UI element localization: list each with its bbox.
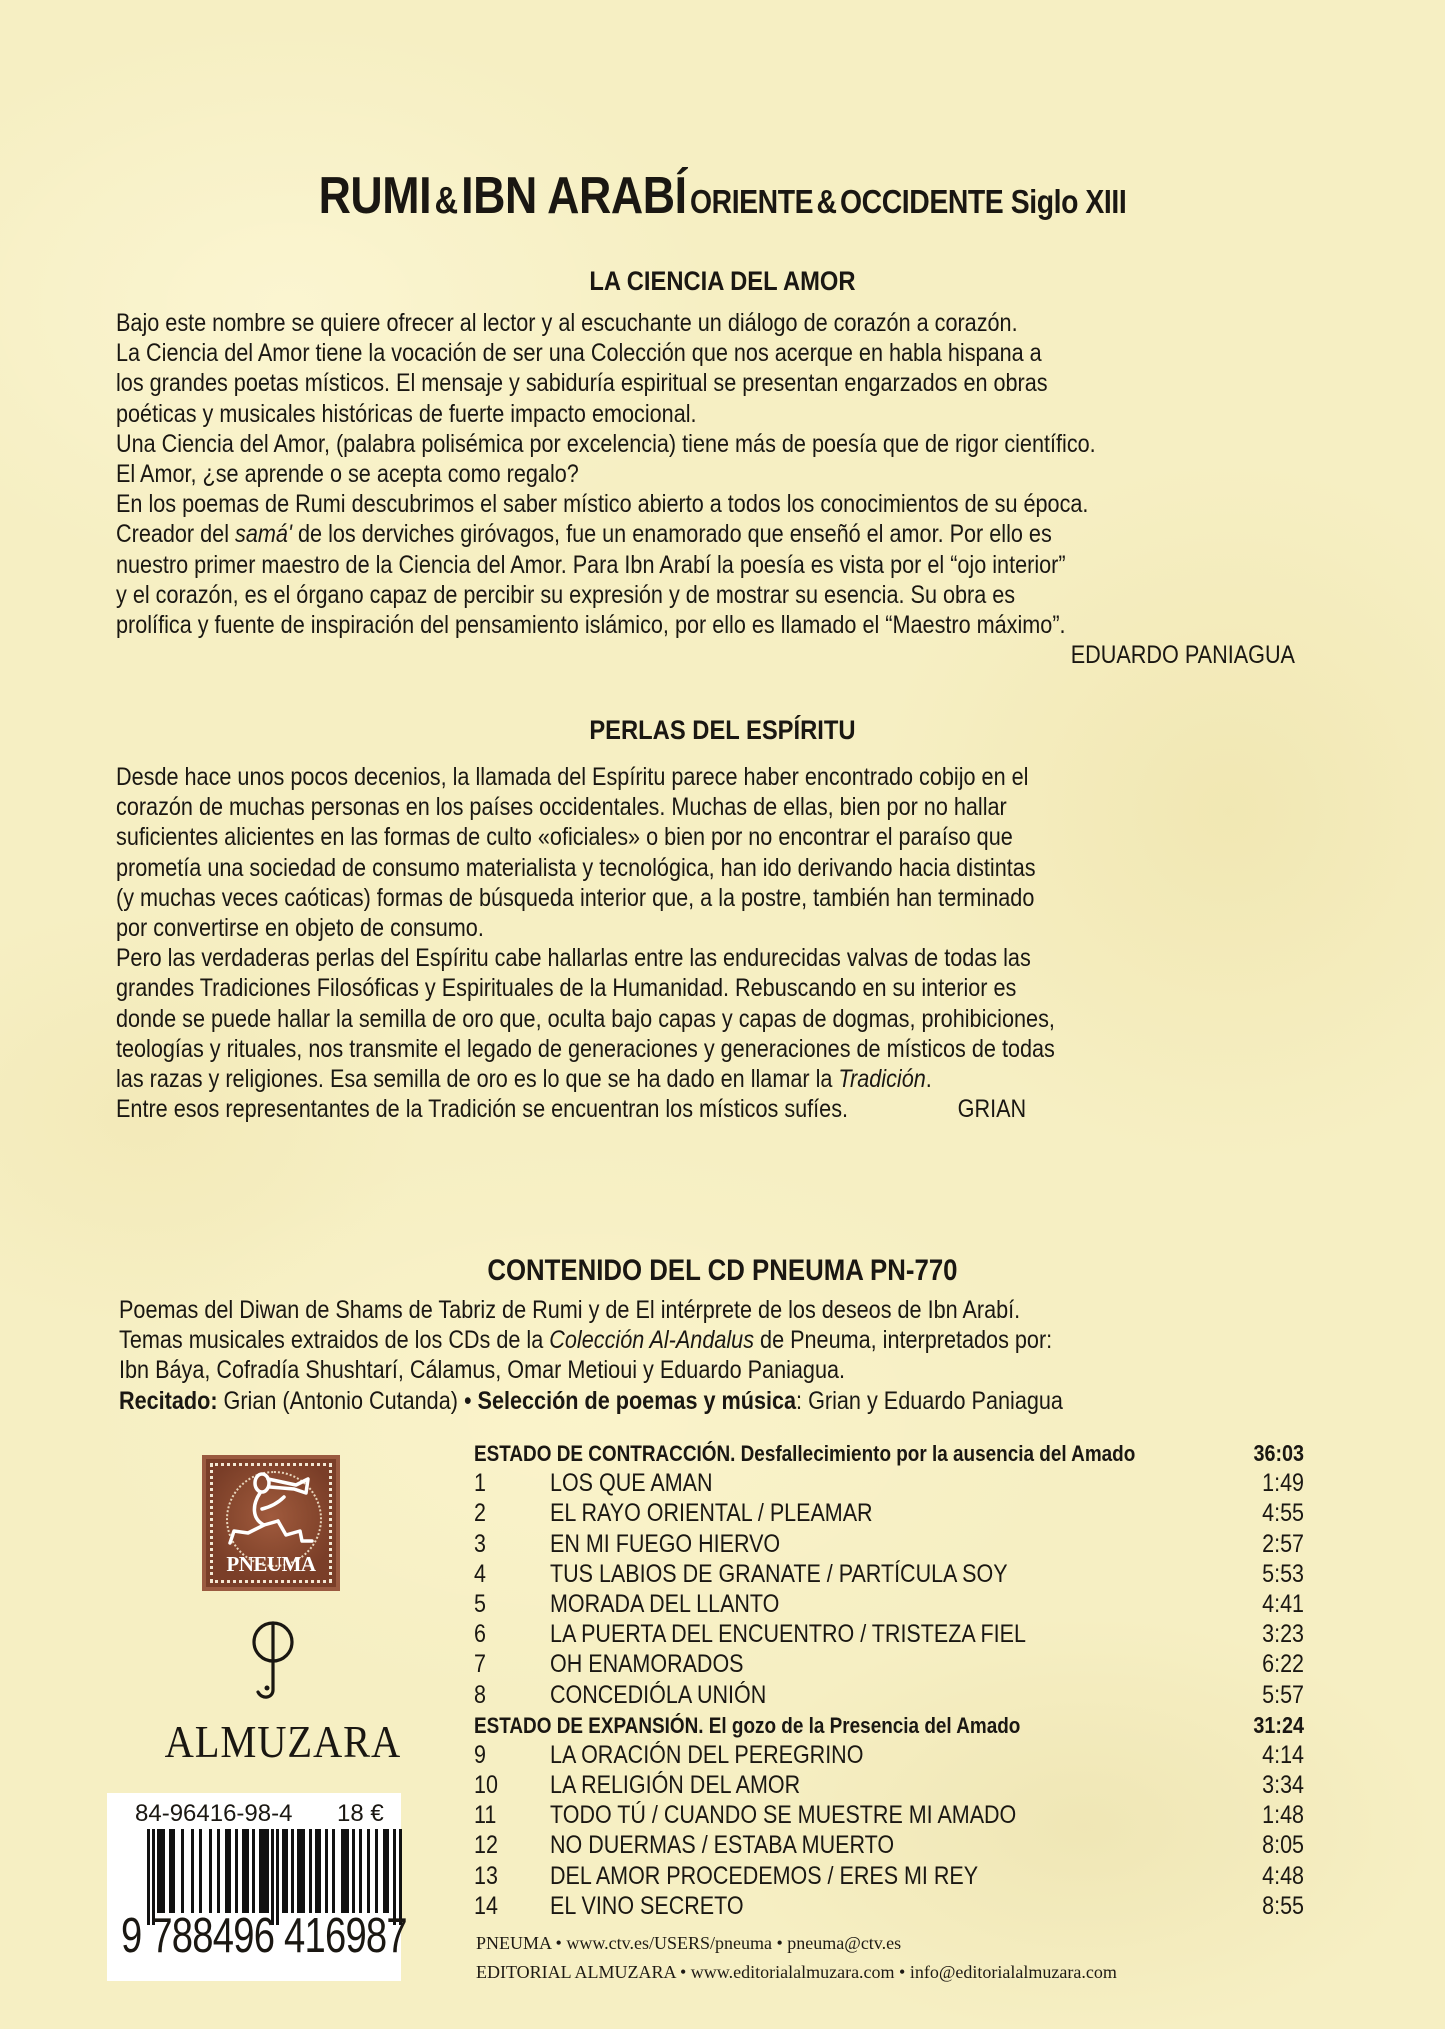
track-number: 1 [474,1469,486,1498]
text-line: y el corazón, es el órgano capaz de percibir su expresión y de mostrar su esencia. Su obra es [116,580,1016,609]
title-ampersand: & [434,180,458,222]
pneuma-contact-line: PNEUMA • www.ctv.es/USERS/pneuma • pneuma@ctv.es [476,1933,902,1953]
text-line [116,519,1241,549]
track-row [474,1680,1304,1710]
perlas-text [116,762,1241,1124]
track-duration: 5:53 [1262,1559,1304,1588]
track-title: OH ENAMORADOS [550,1650,744,1679]
text-line [119,1386,1244,1416]
track-row [474,1498,1304,1528]
track-title: LA ORACIÓN DEL PEREGRINO [550,1740,864,1769]
text-line: nuestro primer maestro de la Ciencia del Amor. Para Ibn Arabí la poesía es vista por el “ojo interior” [116,550,1066,579]
track-title: EL VINO SECRETO [550,1891,744,1920]
track-row [474,1891,1304,1921]
trumpeter-figure-icon [226,1469,322,1557]
track-row [474,1830,1304,1860]
title-ibn-arabi: IBN ARABÍ [461,167,687,225]
text-emphasis: Colección Al-Andalus [549,1326,755,1355]
track-row [474,1559,1304,1589]
track-duration: 4:48 [1262,1861,1304,1890]
pneuma-wordmark: PNEUMA [226,1552,316,1576]
heading-ciencia-del-amor: LA CIENCIA DEL AMOR [589,266,856,296]
cd-description [119,1295,1244,1416]
ean-number: 9 788496 416987 [121,1909,407,1963]
track-title: CONCEDIÓLA UNIÓN [550,1680,767,1709]
text-fragment: Creador del [116,520,236,549]
track-title: LA RELIGIÓN DEL AMOR [550,1771,801,1800]
publisher-credits [476,1929,1117,1987]
text-line: por convertirse en objeto de consumo. [116,914,484,943]
text-line: Bajo este nombre se quiere ofrecer al lector y al escuchante un diálogo de corazón a corazón. [116,309,1018,337]
track-duration: 4:41 [1262,1589,1304,1618]
track-number: 6 [474,1620,486,1649]
track-row [474,1468,1304,1498]
text-line: donde se puede hallar la semilla de oro que, oculta bajo capas y capas de dogmas, prohibiciones, [116,1004,1055,1033]
track-row [474,1800,1304,1830]
track-title: TODO TÚ / CUANDO SE MUESTRE MI AMADO [550,1801,1017,1830]
track-number: 5 [474,1589,486,1618]
author-signature: EDUARDO PANIAGUA [1070,641,1295,670]
group-header-expansion [474,1710,1304,1740]
track-number: 11 [474,1801,497,1830]
track-duration: 3:23 [1262,1620,1304,1649]
track-title: EL RAYO ORIENTAL / PLEAMAR [550,1499,873,1528]
track-title: EN MI FUEGO HIERVO [550,1529,781,1558]
text-line: Una Ciencia del Amor, (palabra polisémica por excelencia) tiene más de poesía que de rigor científico. [116,429,1096,458]
isbn-barcode [107,1793,407,1981]
track-row [474,1649,1304,1679]
track-number: 8 [474,1680,486,1709]
track-number: 13 [474,1861,498,1890]
track-title: LA PUERTA DEL ENCUENTRO / TRISTEZA FIEL [550,1620,1026,1649]
text-emphasis: samá' [235,520,293,549]
title-occidente-siglo: OCCIDENTE Siglo XIII [840,183,1127,220]
text-fragment: . [925,1065,932,1094]
text-line [116,1064,1241,1094]
track-title: LOS QUE AMAN [550,1469,713,1498]
text-line: Poemas del Diwan de Shams de Tabriz de Rumi y de El intérprete de los deseos de Ibn Arabí. [119,1296,1021,1324]
almuzara-wordmark: ALMUZARA [164,1716,402,1767]
track-title: NO DUERMAS / ESTABA MUERTO [550,1831,895,1860]
track-number: 12 [474,1831,498,1860]
track-row [474,1740,1304,1770]
title-rumi: RUMI [318,167,432,225]
text-fragment: de Pneuma, interpretados por: [754,1326,1053,1355]
track-number: 3 [474,1529,486,1558]
track-title: TUS LABIOS DE GRANATE / PARTÍCULA SOY [550,1559,1008,1588]
cover-title [101,166,1344,226]
track-duration: 3:34 [1262,1771,1304,1800]
text-line: prolífica y fuente de inspiración del pensamiento islámico, por ello es llamado el “Maestro máximo”. [116,611,1066,640]
track-number: 7 [474,1650,486,1679]
text-line [116,1094,1241,1124]
text-line: El Amor, ¿se aprende o se acepta como regalo? [116,460,579,489]
text-line [119,1325,1244,1355]
track-row [474,1589,1304,1619]
text-line: (y muchas veces caóticas) formas de búsqueda interior que, a la postre, también han terminado [116,883,1035,912]
text-fragment: Temas musicales extraidos de los CDs de la [119,1326,550,1355]
author-signature: GRIAN [957,1095,1027,1124]
track-number: 10 [474,1771,498,1800]
text-line: Ibn Báya, Cofradía Shushtarí, Cálamus, Omar Metioui y Eduardo Paniagua. [119,1356,846,1385]
title-ampersand-2: & [816,183,837,220]
track-duration: 2:57 [1262,1529,1304,1558]
group-total: 31:24 [1253,1711,1304,1738]
track-duration: 8:05 [1262,1831,1304,1860]
track-number: 9 [474,1740,486,1769]
heading-perlas-del-espiritu: PERLAS DEL ESPÍRITU [589,715,856,745]
track-title: DEL AMOR PROCEDEMOS / ERES MI REY [550,1861,979,1890]
pneuma-logo [202,1455,340,1591]
track-row [474,1529,1304,1559]
price-label: 18 € [337,1800,384,1827]
track-duration: 4:14 [1262,1740,1304,1769]
text-line: Desde hace unos pocos decenios, la llamada del Espíritu parece haber encontrado cobijo en el [116,763,1029,791]
text-fragment: Entre esos representantes de la Tradición se encuentran los místicos sufíes. [116,1095,849,1124]
track-number: 4 [474,1559,486,1588]
almuzara-contact-line: EDITORIAL ALMUZARA • www.editorialalmuzara.com • info@editorialalmuzara.com [476,1962,1117,1982]
text-emphasis: Tradición [838,1065,926,1094]
text-line: los grandes poetas místicos. El mensaje y sabiduría espiritual se presentan engarzados en obras [116,369,1048,398]
text-line: La Ciencia del Amor tiene la vocación de ser una Colección que nos acerque en habla hispana a [116,339,1042,368]
seleccion-value: : Grian y Eduardo Paniagua [796,1386,1063,1415]
text-line: En los poemas de Rumi descubrimos el saber místico abierto a todos los conocimientos de su época. [116,490,1089,519]
track-duration: 4:55 [1262,1499,1304,1528]
text-line: poéticas y musicales históricas de fuerte impacto emocional. [116,399,697,428]
text-line: grandes Tradiciones Filosóficas y Espirituales de la Humanidad. Rebuscando en su interior es [116,974,1017,1003]
track-title: MORADA DEL LLANTO [550,1589,780,1618]
group-total: 36:03 [1253,1440,1304,1466]
group-label: ESTADO DE EXPANSIÓN. El gozo de la Presencia del Amado [474,1712,1021,1738]
tracklist [474,1438,1304,1921]
track-duration: 6:22 [1262,1650,1304,1679]
isbn-number: 84-96416-98-4 [135,1800,293,1827]
track-row [474,1861,1304,1891]
track-row [474,1619,1304,1649]
track-number: 14 [474,1891,498,1920]
almuzara-emblem-icon [250,1620,296,1702]
title-oriente: ORIENTE [690,183,814,220]
track-duration: 1:48 [1262,1801,1304,1830]
text-fragment: las razas y religiones. Esa semilla de oro es lo que se ha dado en llamar la [116,1065,839,1094]
text-line: suficientes alicientes en las formas de culto «oficiales» o bien por no encontrar el paraíso que [116,823,1013,852]
recitado-label: Recitado: [119,1386,218,1415]
track-duration: 1:49 [1262,1469,1304,1498]
group-label: ESTADO DE CONTRACCIÓN. Desfallecimiento por la ausencia del Amado [474,1441,1136,1466]
group-header-contraccion [474,1438,1304,1468]
heading-cd-contents: CONTENIDO DEL CD PNEUMA PN-770 [487,1254,958,1287]
track-duration: 5:57 [1262,1680,1304,1709]
text-line: prometía una sociedad de consumo materialista y tecnológica, han ido derivando hacia distintas [116,853,1036,882]
text-line: corazón de muchas personas en los países occidentales. Muchas de ellas, bien por no hallar [116,793,1007,822]
track-duration: 8:55 [1262,1891,1304,1920]
text-line: teologías y rituales, nos transmite el legado de generaciones y generaciones de místicos de todas [116,1034,1055,1063]
track-row [474,1770,1304,1800]
track-number: 2 [474,1499,486,1528]
text-fragment: de los derviches giróvagos, fue un enamorado que enseñó el amor. Por ello es [292,520,1052,549]
seleccion-label: Selección de poemas y música [477,1386,797,1415]
recitado-value: Grian (Antonio Cutanda) • [217,1386,478,1415]
text-line: Pero las verdaderas perlas del Espíritu cabe hallarlas entre las endurecidas valvas de todas las [116,944,1031,973]
ciencia-text [116,308,1295,670]
